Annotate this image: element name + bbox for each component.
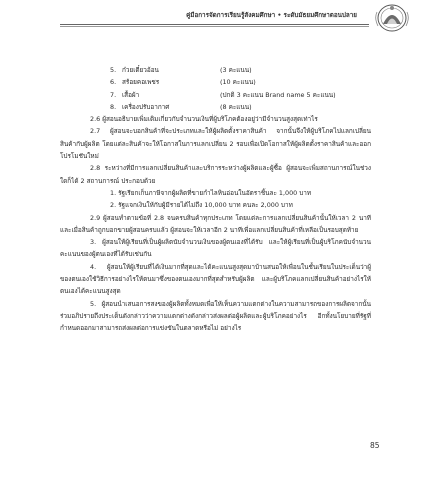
item-name: ก๋วยเตี๋ยวอ้อน xyxy=(122,66,159,74)
list-item xyxy=(60,64,371,76)
page-header xyxy=(0,0,427,28)
item-score: (10 คะแนน) xyxy=(220,78,256,87)
paragraph-4: 4. ผู้สอนให้ผู้เรียนที่ได้เงินมากที่สุดและได้คะแนนสูงสุดมาบ้านสนอให้เพื่อนในชั้นเรียนในประเด็นว่าผู้ของตนเองใช้วิธีการอย่างไรให้ตนมาซึ่งของตนเองมากที่สุดสำหรับผู้ผลิต และผู้บริโภคแลกเปลี่ยนสินค้าอย่างไรให้ตนเองได้คะแนนสูงสุด xyxy=(60,262,371,296)
paragraph-2-9: 2.9 ผู้สอนทำตามข้อที่ 2.8 จนครบสินค้าทุกประเภท โดยแต่ละการแลกเปลี่ยนสินค้านั้นให้เวลา 2 นาที และเมื่อสินค้าถูกบอกขายผู้สอนครบแล้ว ผู้สอนจะให้เวลาอีก 2 นาทีเพื่อแลกเปลี่ยนสินค้าที่เหลือเป็นรอบสุดท้าย xyxy=(60,213,371,234)
paragraph-2-8: 2.8 ระหว่างที่มีการแลกเปลี่ยนสินค้าและบริการระหว่างผู้ผลิตและผู้ซื้อ ผู้สอนจะเพิ่มสถานการณ์ในช่วงใดก็ได้ 2 สถานการณ์ ประกอบด้วย xyxy=(60,164,371,185)
page-number: 85 xyxy=(370,441,380,450)
sub-item-1: 1. รัฐเรียกเก็บภาษีจากผู้ผลิตที่ขายกำไลหินอ่อนในอัตราชิ้นละ 1,000 บาท xyxy=(110,188,312,197)
item-number: 6. xyxy=(110,78,117,87)
item-name: สร้อยคอเพชร xyxy=(122,78,160,87)
header-rule-thin xyxy=(60,26,369,27)
paragraph-3: 3. ผู้สอนให้ผู้เรียนที่เป็นผู้ผลิตนับจำนวนเงินของผู้ตนเองที่ได้รับ และให้ผู้เรียนที่เป็นผู้บริโภคนับจำนวนคะแนนของผู้ตนเองที่ได้รับเช่นกัน xyxy=(60,238,371,259)
header-rule xyxy=(60,24,369,25)
paragraph-2-6: 2.6 ผู้สอนอธิบายเพิ่มเติมเกี่ยวกับจำนวนเงินที่ผู้บริโภคต้องอยู่ว่ามีจำนวนสูงสุดเท่าไร xyxy=(90,115,318,124)
item-number: 7. xyxy=(110,90,117,99)
item-score: (ปกติ 3 คะแนน Brand name 5 คะแนน) xyxy=(220,90,336,99)
item-score: (3 คะแนน) xyxy=(220,66,252,74)
institution-logo-icon xyxy=(373,2,411,34)
list-item xyxy=(60,76,371,88)
sub-item-2: 2. รัฐแจกเงินให้กับผู้มีรายได้ไม่ถึง 10,000 บาท คนละ 2,000 บาท xyxy=(110,201,293,210)
item-number: 5. xyxy=(110,66,117,74)
item-score: (8 คะแนน) xyxy=(220,102,252,111)
item-number: 8. xyxy=(110,102,117,111)
paragraph-2-7: 2.7 ผู้สอนจะบอกสินค้าที่จะประเภทและให้ผู้ผลิตตั้งราคาสินค้า จากนั้นจึงให้ผู้บริโภคไปแลกเปลี่ยนสินค้ากับผู้ผลิต โดยแต่ละสินค้าจะให้โอกาสในการแลกเปลี่ยน 2 รอบเพื่อเปิดโอกาสให้ผู้ผลิตตั้งราคาสินค้าและออกโปรโมชันใหม่ xyxy=(60,127,371,161)
document-body xyxy=(60,64,371,335)
header-title: คู่มือการจัดการเรียนรู้สังคมศึกษา • ระดับมัธยมศึกษาตอนปลาย xyxy=(186,12,357,19)
paragraph-5: 5. ผู้สอนนำเสนอการสงของผู้ผลิตทั้งหมดเพื่อให้เห็นความแตกต่างในความสามารถของการผลิตจากนั้นร่วมอภิปรายถึงประเด็นดังกล่าวว่าความแตกต่างดังกล่าวส่งผลต่อผู้ผลิตและผู้บริโภคอย่างไร อีกทั้งนโยบายที่รัฐที่กำหนดออกมาสามารถส่งผลต่อการแข่งขันในตลาดหรือไม่ อย่างไร xyxy=(60,299,371,333)
list-item xyxy=(60,101,371,113)
list-item xyxy=(60,89,371,101)
item-name: เสื้อผ้า xyxy=(122,90,140,99)
item-name: เครื่องปรับอากาศ xyxy=(122,102,170,111)
